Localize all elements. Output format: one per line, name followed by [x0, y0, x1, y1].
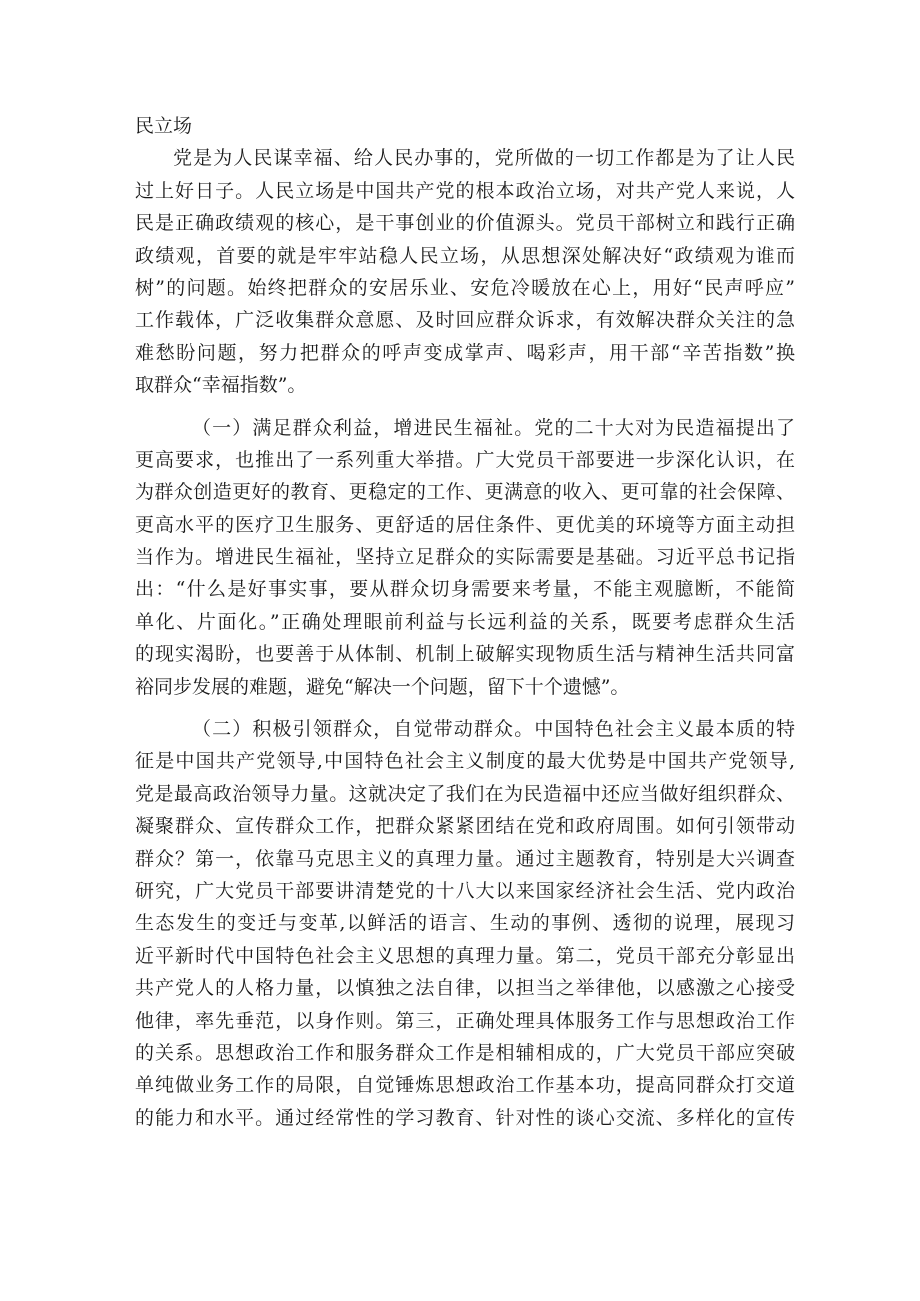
paragraph-line: 难愁盼问题，努力把群众的呼声变成掌声、喝彩声，用干部“辛苦指数”换 [135, 341, 795, 364]
paragraph-line: 取群众“幸福指数”。 [135, 374, 307, 397]
paragraph-line: 党是为人民谋幸福、给人民办事的，党所做的一切工作都是为了让人民 [173, 147, 795, 170]
paragraph-line: 单化、片面化。”正确处理眼前利益与长远利益的关系，既要考虑群众生活 [135, 610, 795, 633]
document-body [135, 110, 795, 1134]
paragraph-line: 研究，广大党员干部要讲清楚党的十八大以来国家经济社会生活、党内政治 [135, 879, 795, 902]
paragraph-line: 过上好日子。人民立场是中国共产党的根本政治立场，对共产党人来说，人 [135, 179, 795, 202]
paragraph-line: 当作为。增进民生福祉，坚持立足群众的实际需要是基础。习近平总书记指 [135, 546, 795, 569]
paragraph-line: 民是正确政绩观的核心，是干事创业的价值源头。党员干部树立和践行正确 [135, 212, 795, 235]
paragraph-line: 征是中国共产党领导,中国特色社会主义制度的最大优势是中国共产党领导, [135, 750, 795, 773]
heading-fragment: 民立场 [135, 115, 193, 137]
paragraph-line: 的能力和水平。通过经常性的学习教育、针对性的谈心交流、多样化的宣传 [135, 1106, 795, 1129]
paragraph-line: 单纯做业务工作的局限，自觉锤炼思想政治工作基本功，提高同群众打交道 [135, 1074, 795, 1097]
paragraph-line: 共产党人的人格力量，以慎独之法自律，以担当之举律他，以感激之心接受 [135, 977, 795, 1000]
paragraph-line: 他律，率先垂范，以身作则。第三，正确处理具体服务工作与思想政治工作 [135, 1009, 795, 1032]
paragraph-line: （一）满足群众利益，增进民生福祉。党的二十大对为民造福提出了 [192, 416, 795, 439]
paragraph-line: 党是最高政治领导力量。这就决定了我们在为民造福中还应当做好组织群众、 [135, 782, 795, 805]
paragraph-line: 出：“什么是好事实事，要从群众切身需要来考量，不能主观臆断，不能简 [135, 578, 795, 601]
paragraph-line: 凝聚群众、宣传群众工作，把群众紧紧团结在党和政府周围。如何引领带动 [135, 815, 795, 838]
paragraph-line: 树”的问题。始终把群众的安居乐业、安危冷暖放在心上，用好“民声呼应” [135, 276, 795, 299]
paragraph-line: 政绩观，首要的就是牢牢站稳人民立场，从思想深处解决好“政绩观为谁而 [135, 244, 795, 267]
paragraph-line: 生态发生的变迁与变革,以鲜活的语言、生动的事例、透彻的说理，展现习 [135, 912, 795, 935]
paragraph-line: （二）积极引领群众，自觉带动群众。中国特色社会主义最本质的特 [192, 718, 795, 741]
paragraph-line: 的现实渴盼，也要善于从体制、机制上破解实现物质生活与精神生活共同富 [135, 643, 795, 666]
paragraph-line: 更高要求，也推出了一系列重大举措。广大党员干部要进一步深化认识，在 [135, 448, 795, 471]
paragraph-line: 为群众创造更好的教育、更稳定的工作、更满意的收入、更可靠的社会保障、 [135, 481, 795, 504]
paragraph-line: 裕同步发展的难题，避免“解决一个问题，留下十个遗憾”。 [135, 675, 630, 698]
paragraph-line: 工作载体，广泛收集群众意愿、及时回应群众诉求，有效解决群众关注的急 [135, 309, 795, 332]
paragraph-people-stance [135, 142, 795, 401]
paragraph-line: 更高水平的医疗卫生服务、更舒适的居住条件、更优美的环境等方面主动担 [135, 513, 795, 536]
paragraph-section-one [135, 412, 795, 704]
paragraph-line: 近平新时代中国特色社会主义思想的真理力量。第二，党员干部充分彰显出 [135, 944, 795, 967]
paragraph-line: 群众？第一，依靠马克思主义的真理力量。通过主题教育，特别是大兴调查 [135, 847, 795, 870]
paragraph-line: 的关系。思想政治工作和服务群众工作是相辅相成的，广大党员干部应突破 [135, 1041, 795, 1064]
paragraph-section-two [135, 713, 795, 1134]
